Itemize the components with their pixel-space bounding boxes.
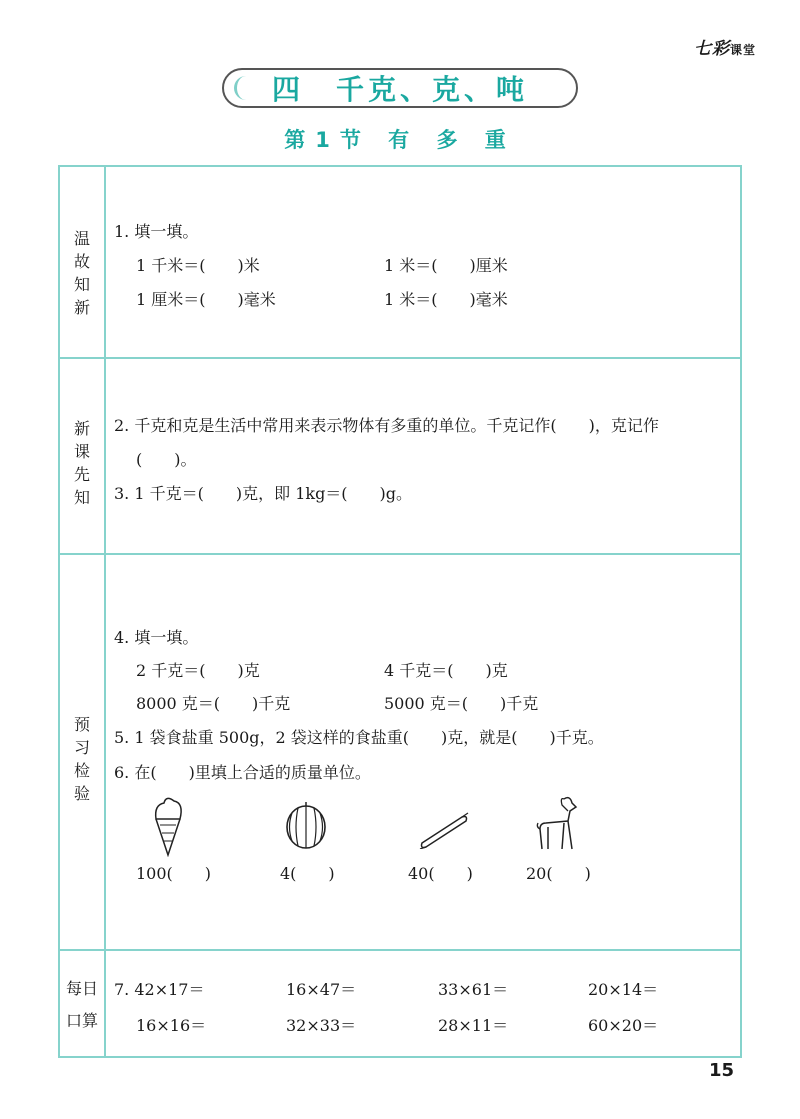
q6-blank-1: 100( ) (136, 864, 212, 883)
q6-blank-2: 4( ) (280, 864, 335, 883)
q1-stem: 1. 填一填。 (114, 222, 199, 241)
section-label-preview: 新课先知 (73, 419, 90, 507)
q6-blank-4: 20( ) (526, 864, 591, 883)
q2-line-1: 2. 千克和克是生活中常用来表示物体有多重的单位。千克记作( )，克记作 (114, 416, 659, 435)
divider-2 (60, 553, 740, 555)
q2-line-2: ( )。 (136, 450, 197, 469)
q7-r1-c3: 33×61＝ (438, 980, 509, 999)
exercise-frame (58, 165, 742, 1058)
sausage-icon (416, 809, 472, 849)
q7-r2-c2: 32×33＝ (286, 1016, 357, 1035)
q6-blank-3: 40( ) (408, 864, 473, 883)
q1-item-4: 1 米＝( )毫米 (384, 290, 508, 309)
q5-text: 5. 1 袋食盐重 500g，2 袋这样的食盐重( )克，就是( )千克。 (114, 728, 604, 747)
divider-3 (60, 949, 740, 951)
q7-r1-c4: 20×14＝ (588, 980, 659, 999)
q1-item-1: 1 千米＝( )米 (136, 256, 260, 275)
q7-r2-c3: 28×11＝ (438, 1016, 509, 1035)
divider-1 (60, 357, 740, 359)
ice-cream-icon (150, 795, 186, 857)
q7-r2-c4: 60×20＝ (588, 1016, 659, 1035)
section-label-review: 温故知新 (73, 229, 90, 317)
brand-logo: 七彩课堂 (693, 39, 756, 59)
q4-item-4: 5000 克＝( )千克 (384, 694, 539, 713)
title-accent-mark (234, 76, 257, 100)
q4-item-2: 4 千克＝( )克 (384, 661, 508, 680)
q4-item-3: 8000 克＝( )千克 (136, 694, 291, 713)
page-number: 15 (708, 1060, 734, 1081)
q1-item-3: 1 厘米＝( )毫米 (136, 290, 276, 309)
q7-r1-c2: 16×47＝ (286, 980, 357, 999)
section-label-check: 预习检验 (73, 715, 90, 803)
q4-item-1: 2 千克＝( )克 (136, 661, 260, 680)
section-title: 第1节 有 多 重 (284, 128, 516, 152)
q7-r1-c1: 7. 42×17＝ (114, 980, 205, 999)
q6-stem: 6. 在( )里填上合适的质量单位。 (114, 763, 371, 782)
section-label-mental-math: 每日口算 (65, 979, 98, 1030)
q1-item-2: 1 米＝( )厘米 (384, 256, 508, 275)
chapter-title: 四 千克、克、吨 (271, 73, 528, 106)
goat-icon (534, 793, 584, 855)
q4-stem: 4. 填一填。 (114, 628, 199, 647)
q3-text: 3. 1 千克＝( )克，即 1kg＝( )g。 (114, 484, 413, 503)
chapter-title-box (222, 68, 578, 108)
watermelon-icon (284, 801, 328, 851)
q7-r2-c1: 16×16＝ (136, 1016, 207, 1035)
